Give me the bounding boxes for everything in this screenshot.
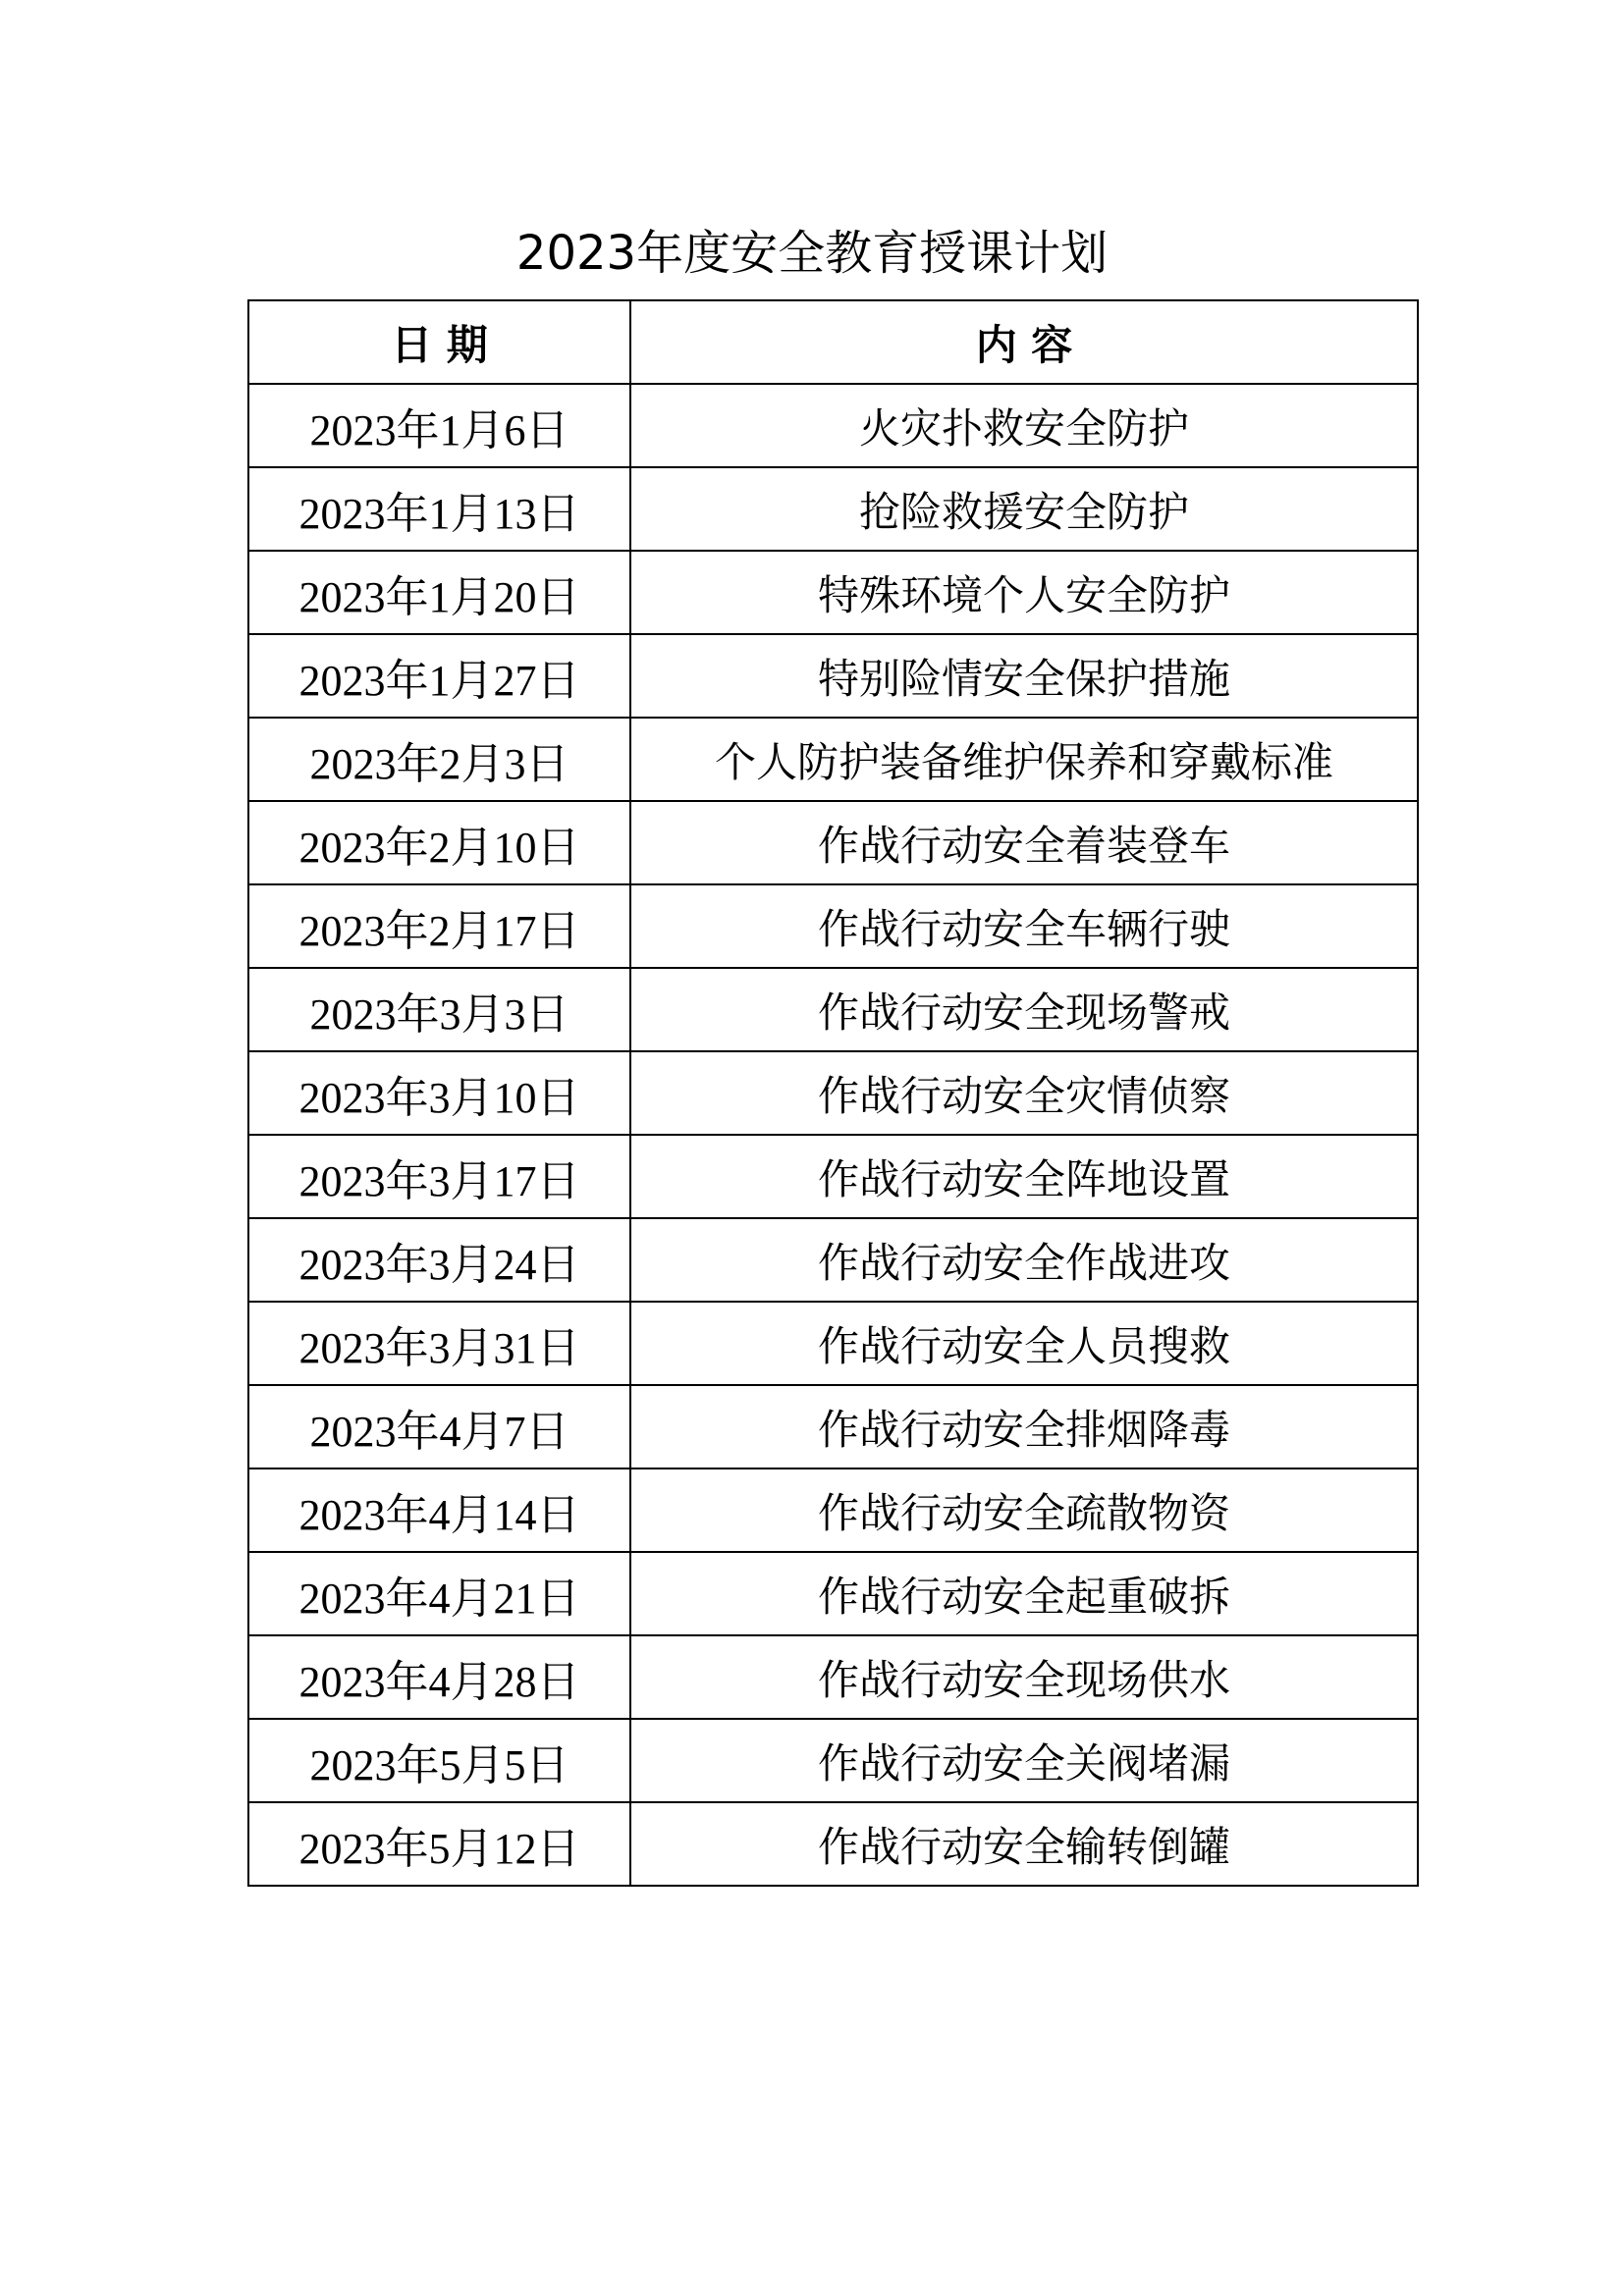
date-cell: 2023年3月24日 [248, 1218, 630, 1302]
table-row [248, 1468, 1418, 1552]
table-row [248, 718, 1418, 801]
date-cell: 2023年3月10日 [248, 1051, 630, 1135]
date-cell: 2023年4月28日 [248, 1635, 630, 1719]
content-cell: 火灾扑救安全防护 [630, 384, 1418, 467]
date-cell: 2023年4月7日 [248, 1385, 630, 1468]
content-cell: 作战行动安全现场供水 [630, 1635, 1418, 1719]
page-title: 2023年度安全教育授课计划 [515, 226, 1109, 281]
table-row [248, 551, 1418, 634]
table-row [248, 384, 1418, 467]
content-cell: 作战行动安全车辆行驶 [630, 884, 1418, 968]
table-row [248, 801, 1418, 884]
content-cell: 作战行动安全关阀堵漏 [630, 1719, 1418, 1802]
table-row [248, 634, 1418, 718]
date-cell: 2023年5月12日 [248, 1802, 630, 1886]
table-row [248, 1302, 1418, 1385]
table-row [248, 467, 1418, 551]
content-cell: 作战行动安全输转倒罐 [630, 1802, 1418, 1886]
table-row [248, 1135, 1418, 1218]
date-cell: 2023年1月6日 [248, 384, 630, 467]
content-cell: 个人防护装备维护保养和穿戴标准 [630, 718, 1418, 801]
table-row [248, 1051, 1418, 1135]
content-cell: 作战行动安全灾情侦察 [630, 1051, 1418, 1135]
table-row [248, 1635, 1418, 1719]
table-row [248, 1719, 1418, 1802]
content-cell: 作战行动安全着装登车 [630, 801, 1418, 884]
content-cell: 特别险情安全保护措施 [630, 634, 1418, 718]
date-cell: 2023年2月3日 [248, 718, 630, 801]
date-cell: 2023年3月31日 [248, 1302, 630, 1385]
date-cell: 2023年4月21日 [248, 1552, 630, 1635]
date-cell: 2023年4月14日 [248, 1468, 630, 1552]
date-cell: 2023年1月27日 [248, 634, 630, 718]
content-cell: 作战行动安全人员搜救 [630, 1302, 1418, 1385]
table-body [248, 384, 1418, 1886]
content-cell: 作战行动安全作战进攻 [630, 1218, 1418, 1302]
content-cell: 抢险救援安全防护 [630, 467, 1418, 551]
date-cell: 2023年3月17日 [248, 1135, 630, 1218]
table-row [248, 1552, 1418, 1635]
date-cell: 2023年1月13日 [248, 467, 630, 551]
date-cell: 2023年3月3日 [248, 968, 630, 1051]
table-row [248, 968, 1418, 1051]
schedule-table [247, 299, 1419, 1887]
date-cell: 2023年5月5日 [248, 1719, 630, 1802]
content-cell: 作战行动安全现场警戒 [630, 968, 1418, 1051]
content-cell: 作战行动安全排烟降毒 [630, 1385, 1418, 1468]
column-header-content: 内 容 [630, 300, 1418, 384]
content-cell: 作战行动安全疏散物资 [630, 1468, 1418, 1552]
table-row [248, 884, 1418, 968]
table-header-row [248, 300, 1418, 384]
date-cell: 2023年1月20日 [248, 551, 630, 634]
column-header-date: 日 期 [248, 300, 630, 384]
table-row [248, 1802, 1418, 1886]
date-cell: 2023年2月10日 [248, 801, 630, 884]
content-cell: 作战行动安全阵地设置 [630, 1135, 1418, 1218]
table-row [248, 1218, 1418, 1302]
content-cell: 特殊环境个人安全防护 [630, 551, 1418, 634]
table-row [248, 1385, 1418, 1468]
content-cell: 作战行动安全起重破拆 [630, 1552, 1418, 1635]
date-cell: 2023年2月17日 [248, 884, 630, 968]
